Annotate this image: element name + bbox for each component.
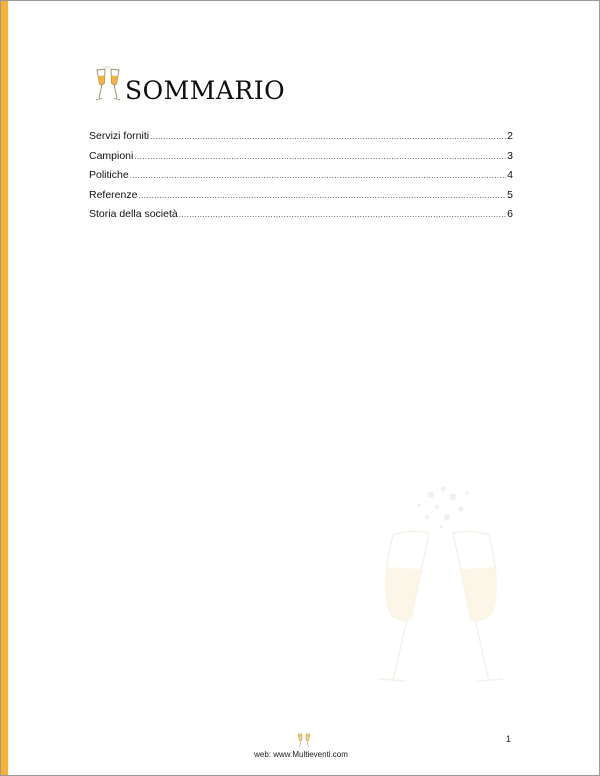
champagne-toast-icon [297, 733, 311, 749]
toc-entry-page: 5 [507, 188, 513, 201]
toc-entry-politiche[interactable] [89, 169, 513, 189]
toc-entry-label: Referenze [89, 188, 138, 201]
toc-entry-page: 3 [507, 149, 513, 162]
toc-entry-servizi-forniti[interactable] [89, 130, 513, 150]
champagne-glasses-watermark [371, 483, 511, 693]
toc-dot-leader [150, 132, 506, 141]
toc-entry-label: Servizi forniti [89, 130, 150, 142]
table-of-contents [89, 130, 513, 228]
toc-entry-label: Storia della società [89, 208, 178, 221]
toc-dot-leader [130, 171, 506, 180]
toc-entry-referenze[interactable] [89, 189, 513, 209]
toc-dot-leader [138, 191, 506, 200]
toc-entry-campioni[interactable] [89, 150, 513, 170]
accent-bar [1, 1, 8, 775]
footer-website: web: www.Multieventi.com [254, 750, 348, 759]
champagne-toast-icon [93, 65, 123, 105]
toc-entry-page: 2 [507, 130, 513, 142]
toc-entry-label: Politiche [89, 169, 129, 182]
page-number: 1 [506, 734, 512, 744]
page-title: SOMMARIO [125, 76, 286, 105]
toc-entry-storia-della-societa[interactable] [89, 208, 513, 228]
toc-entry-page: 6 [507, 208, 513, 221]
toc-entry-page: 4 [507, 169, 513, 182]
document-header [93, 65, 285, 105]
toc-dot-leader [134, 152, 506, 161]
toc-dot-leader [179, 210, 506, 219]
toc-entry-label: Campioni [89, 149, 134, 162]
